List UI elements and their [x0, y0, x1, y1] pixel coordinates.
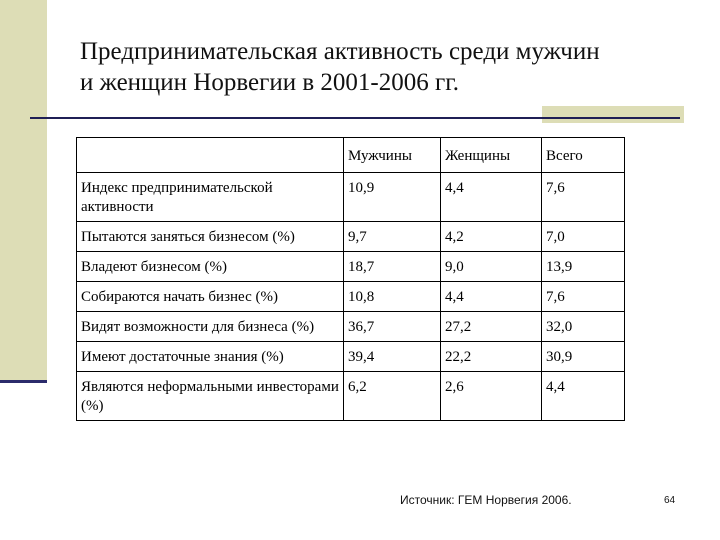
table-header-cell	[77, 138, 344, 173]
table-cell: 36,7	[344, 312, 441, 342]
table-cell-label: Имеют достаточные знания (%)	[77, 342, 344, 372]
table-cell: 9,0	[441, 252, 542, 282]
table-cell: 2,6	[441, 372, 542, 421]
table-row	[77, 252, 625, 282]
table-cell: 4,4	[441, 282, 542, 312]
table-cell: 10,9	[344, 173, 441, 222]
table-header-row	[77, 138, 625, 173]
table-cell: 13,9	[542, 252, 625, 282]
table-cell: 7,6	[542, 282, 625, 312]
table-cell-label: Являются неформальными инвесторами (%)	[77, 372, 344, 421]
table-cell: 30,9	[542, 342, 625, 372]
table-cell-label: Владеют бизнесом (%)	[77, 252, 344, 282]
table-cell: 4,2	[441, 222, 542, 252]
table-cell: 10,8	[344, 282, 441, 312]
table-cell: 27,2	[441, 312, 542, 342]
table-cell: 18,7	[344, 252, 441, 282]
table-row	[77, 342, 625, 372]
table-row	[77, 173, 625, 222]
slide-title	[80, 36, 700, 98]
table-row	[77, 282, 625, 312]
table-cell: 39,4	[344, 342, 441, 372]
table-cell-label: Пытаются заняться бизнесом (%)	[77, 222, 344, 252]
table-row	[77, 312, 625, 342]
table-cell: 6,2	[344, 372, 441, 421]
table-cell-label: Индекс предпринимательской активности	[77, 173, 344, 222]
source-note: Источник: ГЕМ Норвегия 2006.	[400, 493, 572, 507]
divider-accent-block	[542, 106, 684, 123]
left-decor-bar	[0, 0, 47, 382]
table-cell: 32,0	[542, 312, 625, 342]
data-table	[76, 137, 625, 421]
table-header-cell: Мужчины	[344, 138, 441, 173]
page-number: 64	[664, 495, 676, 506]
table-header-cell: Всего	[542, 138, 625, 173]
slide-title-line-2: и женщин Норвегии в 2001-2006 гг.	[80, 69, 459, 96]
table-header-cell: Женщины	[441, 138, 542, 173]
table-cell-label: Собираются начать бизнес (%)	[77, 282, 344, 312]
table-cell-label: Видят возможности для бизнеса (%)	[77, 312, 344, 342]
table-cell: 4,4	[542, 372, 625, 421]
title-divider	[30, 117, 680, 119]
table-row	[77, 372, 625, 421]
table-cell: 22,2	[441, 342, 542, 372]
table-cell: 4,4	[441, 173, 542, 222]
table-row	[77, 222, 625, 252]
slide-title-line-1: Предпринимательская активность среди мужчин	[80, 38, 600, 65]
table-cell: 9,7	[344, 222, 441, 252]
table-cell: 7,0	[542, 222, 625, 252]
table-cell: 7,6	[542, 173, 625, 222]
left-decor-line	[0, 380, 47, 383]
